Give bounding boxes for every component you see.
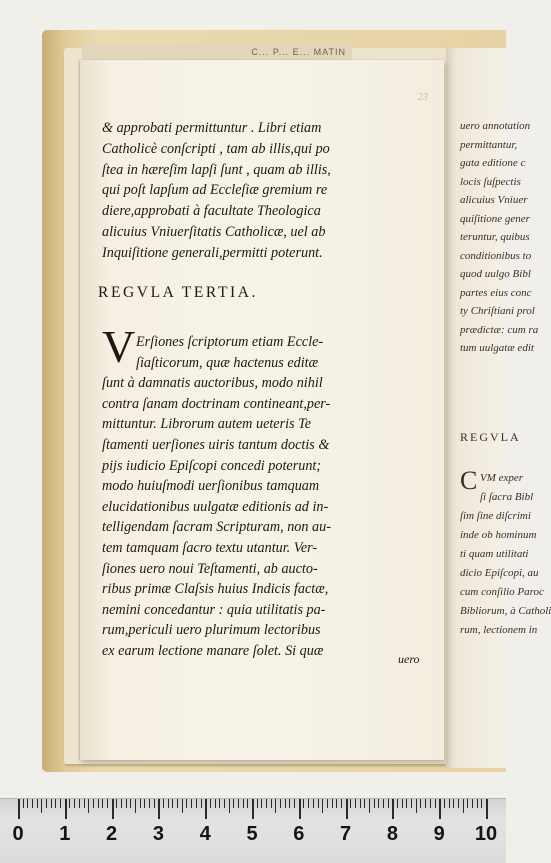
ruler-tick [341,799,342,808]
text-line: nemini concedantur : quia utilitatis pa- [102,601,326,618]
ruler-tick [463,799,464,813]
facing-page-line: gata editione c [460,157,526,169]
ruler-tick [486,799,488,819]
top-strip-text: C... P... E... MATIN [251,47,346,57]
ruler-tick [397,799,398,808]
facing-page-line: dicio Epiſcopi, au [460,567,539,579]
ruler-tick [201,799,202,808]
ruler-tick [453,799,454,808]
text-line: & approbati permittuntur . Libri etiam [102,120,322,136]
ruler-tick [481,799,482,808]
ruler-tick [318,799,319,808]
ruler-tick [285,799,286,808]
ruler-tick [112,799,114,819]
ruler-tick [219,799,220,808]
ruler-tick [102,799,103,808]
ruler-tick [69,799,70,808]
ruler-tick [406,799,407,808]
ruler-tick [350,799,351,808]
facing-page-line: rum, lectionem in [460,624,538,636]
ruler-tick [215,799,216,808]
ruler-tick [308,799,309,808]
ruler-tick [182,799,183,813]
ruler-tick [84,799,85,808]
ruler-tick [163,799,164,808]
ruler-tick [294,799,295,808]
ruler-tick [435,799,436,808]
facing-page-line: tum uulgatæ edit [460,342,534,354]
text-line: Catholicè conſcripti , tam ab illis,qui po [102,140,330,157]
facing-page-line: cum conſilio Paroc [460,586,544,598]
facing-page-line: uero annotation [460,120,531,132]
ruler-tick [378,799,379,808]
facing-page-line: ty Chriſtiani prol [460,305,535,317]
ruler-tick [252,799,254,819]
facing-page-line: ſi ſacra Bibl [480,491,534,503]
ruler-tick [224,799,225,808]
facing-page-line: quod uulgo Bibl [460,268,531,280]
ruler-number: 2 [106,823,118,845]
ruler-tick [177,799,178,808]
ruler-tick [327,799,328,808]
facing-page-line: alicuius Vniuer [460,194,528,206]
ruler-tick [275,799,276,813]
ruler-tick [355,799,356,808]
ruler-tick [116,799,117,808]
ruler-tick [27,799,28,808]
ruler-number: 0 [12,823,24,845]
text-line: ſtea in hæreſim lapſi ſunt , quam ab illis, [102,161,331,178]
ruler-tick [205,799,207,819]
text-line: Erſiones ſcriptorum etiam Eccle- [136,334,324,350]
facing-page-line: ti quam utilitati [460,548,529,560]
ruler-tick [149,799,150,808]
drop-cap-initial: V [102,321,136,372]
text-line: tem tamquam ſacro textu utantur. Ver- [102,540,318,556]
facing-page-line: locis ſuſpectis [460,175,521,188]
ruler-number: 6 [293,823,305,845]
ruler-tick [88,799,89,813]
scale-ruler [0,798,506,863]
ruler-number: 5 [246,823,258,845]
ruler-tick [32,799,33,808]
ruler-tick [444,799,445,808]
ruler-tick [402,799,403,808]
facing-page-line: VM exper [480,472,524,484]
ruler-tick [388,799,389,808]
ruler-tick [369,799,370,813]
text-line: ſunt à damnatis auctoribus, modo nihil [102,375,323,392]
ruler-number: 9 [433,823,445,845]
ruler-tick [238,799,239,808]
ruler-tick [243,799,244,808]
text-line: ſiones uero noui Teſtamenti, ab aucto- [102,560,318,577]
ruler-tick [313,799,314,808]
ruler-tick [467,799,468,808]
ruler-tick [449,799,450,808]
text-line: elucidationibus uulgatæ editionis ad in- [102,498,329,515]
ruler-tick [420,799,421,808]
ruler-tick [196,799,197,808]
ruler-tick [98,799,99,808]
ruler-tick [74,799,75,808]
ruler-tick [280,799,281,808]
ruler-tick [172,799,173,808]
text-line: rum,periculi uero plurimum lectoribus [102,622,321,639]
facing-page-heading: REGVLA [460,430,521,444]
ruler-tick [135,799,136,813]
text-line: telligendam ſacram Scripturam, non au- [102,519,331,536]
ruler-tick [374,799,375,808]
ruler-tick [289,799,290,808]
text-line: modo huiuſmodi uerſionibus tamquam [102,478,320,495]
ruler-tick [51,799,52,808]
ruler-tick [229,799,230,813]
ruler-tick [65,799,67,819]
ruler-tick [430,799,431,808]
ruler-tick [392,799,394,819]
ruler-tick [257,799,258,808]
facing-page-line: inde ob hominum [460,529,537,541]
text-line: Inquiſitione generali,permitti poterunt. [102,244,323,261]
text-line: mittuntur. Librorum autem ueteris Te [102,416,312,433]
ruler-tick [439,799,441,819]
ruler-number: 1 [59,823,71,845]
ruler-tick [144,799,145,808]
ruler-number: 7 [340,823,352,845]
ruler-tick [360,799,361,808]
facing-page-line: ſim ſine diſcrimi [460,510,531,522]
facing-page-line: prædictæ: cum ra [460,323,539,336]
ruler-number: 8 [386,823,398,845]
ruler-tick [23,799,24,808]
ruler-tick [303,799,304,808]
ruler-tick [186,799,187,808]
facing-page-line: quiſitione gener [460,212,530,225]
facing-page [446,48,551,768]
text-line: ſiaſticorum, quæ hactenus editæ [136,354,319,371]
ruler-tick [154,799,155,808]
facing-page-line: conditionibus to [460,249,532,262]
ruler-number: 4 [199,823,211,845]
text-line: alicuius Vniuerſitatis Catholicæ, uel ab [102,224,326,240]
ruler-tick [271,799,272,808]
ruler-tick [299,799,301,819]
ruler-tick [477,799,478,808]
ruler-tick [107,799,108,808]
page-number: 23 [418,92,428,103]
ruler-number: 3 [152,823,164,845]
ruler-tick [158,799,160,819]
text-line: ſtamenti uerſiones uiris tantum doctis & [102,437,330,453]
ruler-tick [55,799,56,808]
text-line: diere,approbati à facultate Theologica [102,203,321,220]
text-line: qui poſt lapſum ad Eccleſiæ gremium re [102,182,328,199]
ruler-tick [210,799,211,808]
ruler-tick [93,799,94,808]
ruler-tick [472,799,473,808]
ruler-tick [46,799,47,808]
ruler-tick [121,799,122,808]
ruler-tick [18,799,20,819]
section-heading: REGVLA TERTIA. [98,284,259,301]
facing-page-initial: C [460,466,478,495]
ruler-tick [322,799,323,813]
facing-page-line: teruntur, quibus [460,231,530,243]
ruler-tick [383,799,384,808]
ruler-tick [261,799,262,808]
ruler-tick [126,799,127,808]
text-line: contra ſanam doctrinam contineant,per- [102,395,331,412]
ruler-tick [37,799,38,808]
text-line: ex earum lectione manare ſolet. Si quæ [102,643,324,659]
ruler-tick [60,799,61,808]
text-line: ribus primæ Claſsis huius Indicis factæ, [102,581,329,598]
text-line: pijs iudicio Epiſcopi concedi poterunt; [102,457,322,474]
ruler-tick [168,799,169,808]
ruler-tick [346,799,348,819]
ruler-tick [411,799,412,808]
ruler-tick [233,799,234,808]
ruler-number: 10 [474,823,498,845]
ruler-tick [130,799,131,808]
facing-page-line: permittantur, [460,138,518,151]
ruler-tick [458,799,459,808]
ruler-tick [41,799,42,813]
catchword: uero [398,652,420,666]
ruler-tick [79,799,80,808]
facing-page-line: partes eius conc [460,286,532,299]
ruler-tick [140,799,141,808]
ruler-tick [191,799,192,808]
ruler-tick [416,799,417,813]
ruler-tick [266,799,267,808]
facing-page-line: Bibliorum, à Catholi [460,605,551,617]
ruler-tick [364,799,365,808]
ruler-tick [332,799,333,808]
ruler-tick [336,799,337,808]
ruler-tick [425,799,426,808]
ruler-tick [247,799,248,808]
